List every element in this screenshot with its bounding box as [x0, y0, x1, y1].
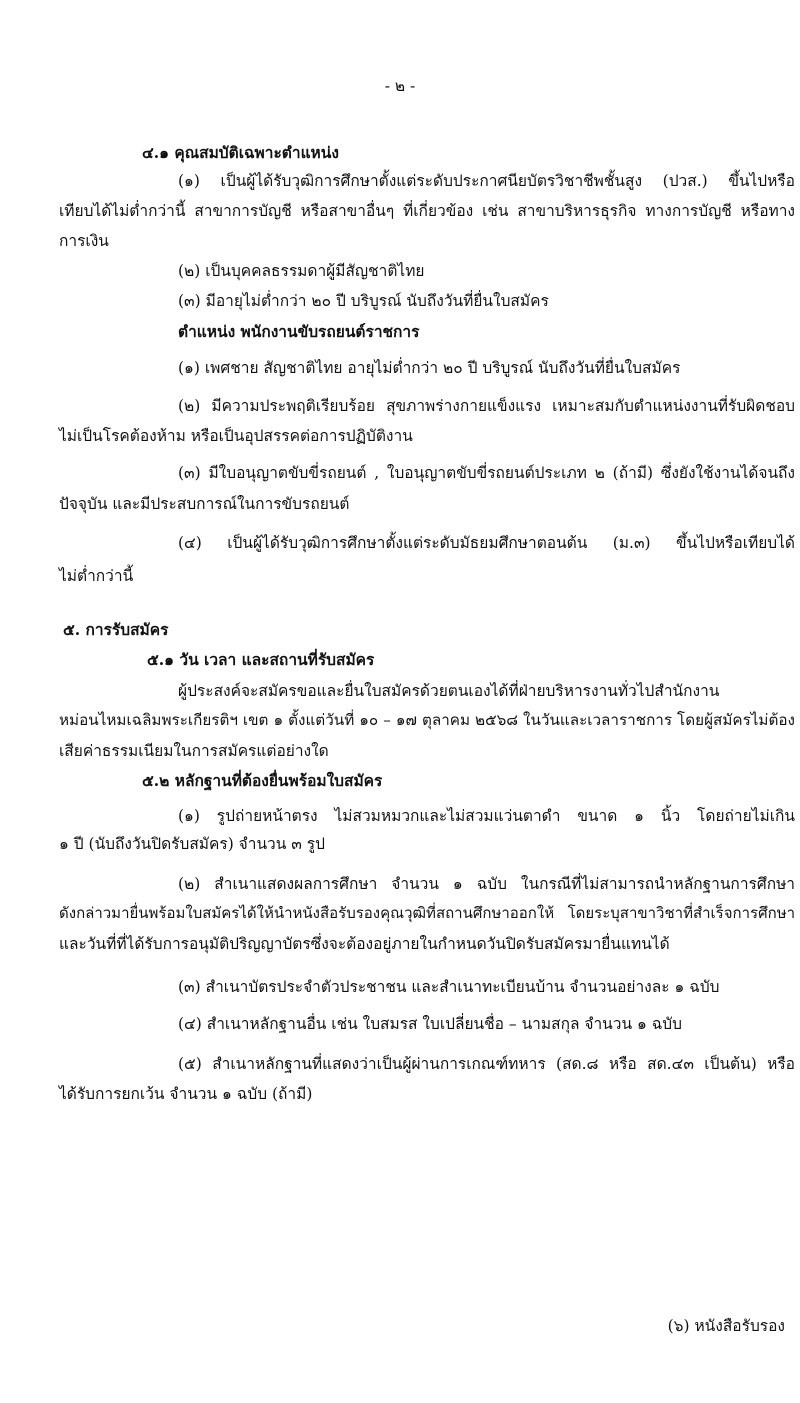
s41-item3: (๓) มีอายุไม่ต่ำกว่า ๒๐ ปี บริบูรณ์ นับถึงวันที่ยื่นใบสมัคร: [178, 292, 549, 310]
s51-line1: ผู้ประสงค์จะสมัครขอและยื่นใบสมัครด้วยตนเองได้ที่ฝ่ายบริหารงานทั่วไปสำนักงาน: [178, 682, 720, 700]
s52-item1-line1: (๑) รูปถ่ายหน้าตรง ไม่สวมหมวกและไม่สวมแว่นตาดำ ขนาด ๑ นิ้ว โดยถ่ายไม่เกิน: [178, 807, 795, 825]
s41-item2: (๒) เป็นบุคคลธรรมดาผู้มีสัญชาติไทย: [178, 262, 425, 280]
s52-item2-line1: (๒) สำเนาแสดงผลการศึกษา จำนวน ๑ ฉบับ ในกรณีที่ไม่สามารถนำหลักฐานการศึกษา: [178, 875, 795, 893]
s41-item1-line1: (๑) เป็นผู้ได้รับวุฒิการศึกษาตั้งแต่ระดับประกาศนียบัตรวิชาชีพชั้นสูง (ปวส.) ขึ้นไปหรือ: [178, 172, 795, 190]
section-4-1-heading: ๔.๑ คุณสมบัติเฉพาะตำแหน่ง: [142, 143, 339, 162]
s51-line2: หม่อนไหมเฉลิมพระเกียรติฯ เขต ๑ ตั้งแต่วันที่ ๑๐ – ๑๗ ตุลาคม ๒๕๖๘ ในวันและเวลาราชการ โดยผู้สมัครไม่ต้อง: [59, 711, 795, 729]
driver-item4-line1: (๔) เป็นผู้ได้รับวุฒิการศึกษาตั้งแต่ระดับมัธยมศึกษาตอนต้น (ม.๓) ขึ้นไปหรือเทียบได้: [178, 534, 795, 552]
s52-item1-line2: ๑ ปี (นับถึงวันปิดรับสมัคร) จำนวน ๓ รูป: [59, 835, 325, 853]
section-5-2-heading: ๕.๒ หลักฐานที่ต้องยื่นพร้อมใบสมัคร: [142, 771, 383, 790]
s52-item3: (๓) สำเนาบัตรประจำตัวประชาชน และสำเนาทะเบียนบ้าน จำนวนอย่างละ ๑ ฉบับ: [178, 978, 720, 996]
s41-item1-line2: เทียบได้ไม่ต่ำกว่านี้ สาขาการบัญชี หรือสาขาอื่นๆ ที่เกี่ยวข้อง เช่น สาขาบริหารธุรกิจ ทางการบัญชี หรือทาง: [59, 202, 795, 220]
s52-item5-line2: ได้รับการยกเว้น จำนวน ๑ ฉบับ (ถ้ามี): [59, 1085, 313, 1103]
driver-item3-line1: (๓) มีใบอนุญาตขับขี่รถยนต์ , ใบอนุญาตขับขี่รถยนต์ประเภท ๒ (ถ้ามี) ซึ่งยังใช้งานได้จนถึง: [178, 464, 795, 482]
next-page-cue: (๖) หนังสือรับรอง: [667, 1317, 785, 1335]
s51-line3: เสียค่าธรรมเนียมในการสมัครแต่อย่างใด: [59, 742, 329, 760]
section-5-1-heading: ๕.๑ วัน เวลา และสถานที่รับสมัคร: [147, 650, 375, 669]
driver-item4-line2: ไม่ต่ำกว่านี้: [59, 567, 134, 585]
page-number: - ๒ -: [384, 77, 416, 95]
s52-item4: (๔) สำเนาหลักฐานอื่น เช่น ใบสมรส ใบเปลี่ยนชื่อ – นามสกุล จำนวน ๑ ฉบับ: [178, 1015, 682, 1033]
driver-item1: (๑) เพศชาย สัญชาติไทย อายุไม่ต่ำกว่า ๒๐ ปี บริบูรณ์ นับถึงวันที่ยื่นใบสมัคร: [178, 359, 681, 377]
driver-position-heading: ตำแหน่ง พนักงานขับรถยนต์ราชการ: [178, 322, 420, 341]
driver-item3-line2: ปัจจุบัน และมีประสบการณ์ในการขับรถยนต์: [59, 495, 350, 513]
s52-item5-line1: (๕) สำเนาหลักฐานที่แสดงว่าเป็นผู้ผ่านการเกณฑ์ทหาร (สด.๘ หรือ สด.๔๓ เป็นต้น) หรือ: [178, 1055, 795, 1073]
s52-item2-line2: ดังกล่าวมายื่นพร้อมใบสมัครได้ให้นำหนังสือรับรองคุณวุฒิที่สถานศึกษาออกให้ โดยระบุสาขาวิชาที่สำเร็จการศึกษา: [59, 904, 795, 922]
driver-item2-line2: ไม่เป็นโรคต้องห้าม หรือเป็นอุปสรรคต่อการปฏิบัติงาน: [59, 427, 413, 445]
section-5-heading: ๕. การรับสมัคร: [63, 620, 169, 639]
s41-item1-line3: การเงิน: [59, 232, 109, 250]
s52-item2-line3: และวันที่ที่ได้รับการอนุมัติปริญญาบัตรซึ่งจะต้องอยู่ภายในกำหนดวันปิดรับสมัครมายื่นแทนได้: [59, 935, 670, 953]
driver-item2-line1: (๒) มีความประพฤติเรียบร้อย สุขภาพร่างกายแข็งแรง เหมาะสมกับตำแหน่งงานที่รับผิดชอบ: [178, 397, 795, 415]
